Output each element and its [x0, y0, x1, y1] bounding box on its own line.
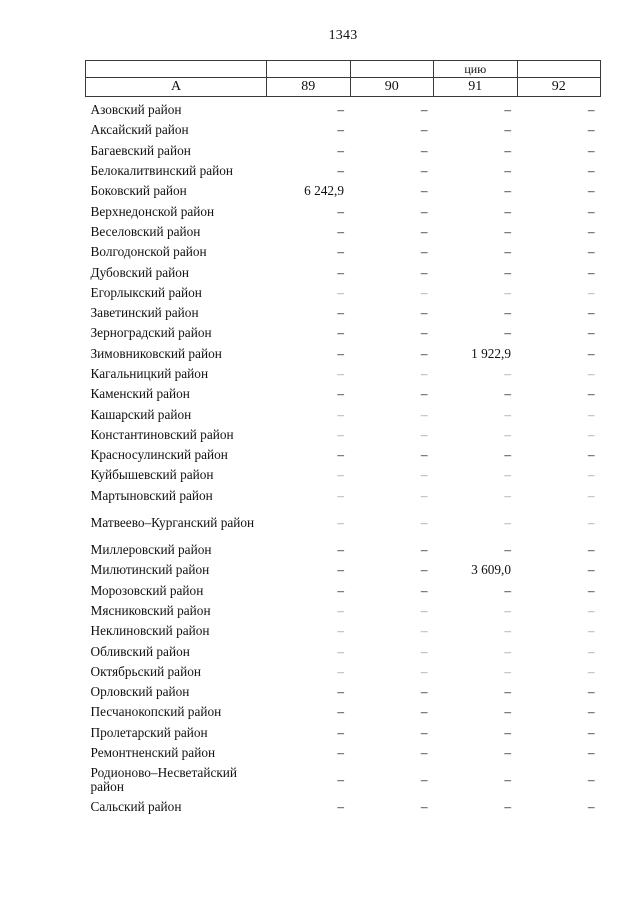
- value-cell-col-90: –: [420, 406, 428, 422]
- value-cell-col-92: –: [587, 447, 595, 463]
- district-name-cell: Константиновский район: [90, 426, 234, 442]
- value-cell-col-91: –: [504, 142, 511, 158]
- district-name-cell: Орловский район: [90, 684, 190, 700]
- value-cell-col-92: –: [587, 623, 595, 639]
- value-cell-col-92: –: [587, 799, 595, 815]
- value-cell-col-91: –: [504, 183, 511, 199]
- data-table-container: [85, 60, 600, 818]
- value-cell-col-91: 1 922,9: [471, 345, 511, 361]
- value-cell-col-90: –: [420, 386, 428, 402]
- value-cell-col-89: –: [337, 623, 344, 639]
- table-row: [86, 303, 601, 323]
- district-name-cell: Матвеево–Курганский район: [90, 514, 255, 530]
- header-top-cell-4: [517, 61, 601, 78]
- value-cell-col-92: –: [587, 264, 595, 280]
- table-row: [86, 425, 601, 445]
- table-row: [86, 601, 601, 621]
- table-row: [86, 283, 601, 303]
- value-cell-col-89: –: [337, 264, 344, 280]
- value-cell-col-92: –: [587, 772, 595, 788]
- value-cell-col-91: –: [504, 772, 511, 788]
- table-row: [86, 743, 601, 763]
- table-row: [86, 723, 601, 743]
- header-row-top: [86, 61, 601, 78]
- value-cell-col-90: –: [420, 264, 428, 280]
- table-row: [86, 641, 601, 661]
- value-cell-col-90: –: [420, 643, 428, 659]
- value-cell-col-91: –: [504, 223, 511, 239]
- value-cell-col-92: –: [587, 203, 595, 219]
- table-row: [86, 581, 601, 601]
- district-name-cell: Аксайский район: [90, 122, 189, 138]
- value-cell-col-91: –: [504, 663, 511, 679]
- header-code-91: 91: [434, 78, 518, 97]
- district-name-cell: Пролетарский район: [90, 724, 208, 740]
- district-name-cell: Боковский район: [90, 183, 187, 199]
- value-cell-col-91: –: [504, 447, 511, 463]
- value-cell-col-92: –: [587, 426, 595, 442]
- value-cell-col-90: –: [420, 467, 428, 483]
- value-cell-col-92: –: [587, 562, 595, 578]
- value-cell-col-91: –: [504, 305, 511, 321]
- value-cell-col-92: –: [587, 684, 595, 700]
- value-cell-col-89: –: [337, 772, 344, 788]
- value-cell-col-90: –: [420, 305, 428, 321]
- table-body: [86, 97, 601, 818]
- table-row: [86, 120, 601, 140]
- table-row: [86, 445, 601, 465]
- value-cell-col-91: –: [504, 284, 511, 300]
- value-cell-col-91: –: [504, 542, 511, 558]
- value-cell-col-92: –: [587, 122, 595, 138]
- value-cell-col-91: –: [504, 386, 511, 402]
- header-top-cell-3: цию: [434, 61, 518, 78]
- district-name-cell: Милютинский район: [90, 562, 210, 578]
- value-cell-col-91: –: [504, 366, 511, 381]
- value-cell-col-89: –: [337, 799, 344, 815]
- value-cell-col-89: –: [337, 305, 344, 321]
- district-name-cell: Зерноградский район: [90, 325, 212, 341]
- value-cell-col-90: –: [420, 542, 428, 558]
- value-cell-col-90: –: [420, 663, 428, 679]
- district-name-cell: Обливский район: [90, 643, 190, 659]
- header-top-cell-2: [350, 61, 434, 78]
- value-cell-col-90: –: [420, 582, 428, 598]
- page-number: 1343: [328, 28, 358, 43]
- value-cell-col-90: –: [420, 163, 428, 179]
- district-name-cell: Белокалитвинский район: [90, 163, 234, 179]
- value-cell-col-89: –: [337, 447, 344, 463]
- table-row: [86, 242, 601, 262]
- district-data-table: [85, 60, 601, 818]
- district-name-cell: Егорлыкский район: [90, 284, 202, 300]
- value-cell-col-90: –: [420, 284, 428, 300]
- value-cell-col-92: –: [587, 467, 595, 483]
- value-cell-col-92: –: [587, 142, 595, 158]
- header-code-90: 90: [350, 78, 434, 97]
- table-row: [86, 540, 601, 560]
- table-row: [86, 682, 601, 702]
- value-cell-col-92: –: [587, 163, 595, 179]
- value-cell-col-90: –: [420, 183, 428, 199]
- value-cell-col-92: –: [587, 514, 595, 530]
- value-cell-col-92: –: [587, 305, 595, 321]
- value-cell-col-90: –: [420, 244, 428, 260]
- value-cell-col-89: –: [337, 284, 344, 300]
- value-cell-col-89: –: [337, 122, 344, 138]
- header-top-cell-1: [267, 61, 351, 78]
- value-cell-col-92: –: [587, 602, 595, 618]
- value-cell-col-89: –: [337, 244, 344, 260]
- table-row: [86, 506, 601, 540]
- value-cell-col-90: –: [420, 325, 428, 341]
- value-cell-col-92: –: [587, 487, 595, 503]
- value-cell-col-91: –: [504, 325, 511, 341]
- value-cell-col-92: –: [587, 102, 595, 118]
- table-row: [86, 797, 601, 817]
- value-cell-col-90: –: [420, 704, 428, 720]
- district-name-cell: Азовский район: [90, 102, 182, 118]
- value-cell-col-89: –: [337, 386, 344, 402]
- value-cell-col-89: –: [337, 663, 344, 679]
- value-cell-col-89: –: [337, 325, 344, 341]
- value-cell-col-92: –: [587, 724, 595, 740]
- district-name-cell: Верхнедонской район: [90, 203, 215, 219]
- value-cell-col-89: –: [337, 745, 344, 761]
- district-name-cell: Зимовниковский район: [90, 345, 222, 361]
- table-row: [86, 621, 601, 641]
- header-row-codes: [86, 78, 601, 97]
- district-name-cell: Песчанокопский район: [90, 704, 222, 720]
- value-cell-col-92: –: [587, 183, 595, 199]
- value-cell-col-90: –: [420, 745, 428, 761]
- value-cell-col-90: –: [420, 602, 428, 618]
- value-cell-col-91: 3 609,0: [471, 562, 511, 578]
- value-cell-col-91: –: [504, 799, 511, 815]
- value-cell-col-92: –: [587, 663, 595, 679]
- value-cell-col-89: –: [337, 142, 344, 158]
- table-row: [86, 763, 601, 797]
- value-cell-col-92: –: [587, 745, 595, 761]
- value-cell-col-89: 6 242,9: [304, 183, 344, 199]
- district-name-cell: Мартыновский район: [90, 487, 213, 503]
- district-name-cell: Куйбышевский район: [90, 467, 214, 483]
- value-cell-col-89: –: [337, 223, 344, 239]
- value-cell-col-91: –: [504, 163, 511, 179]
- value-cell-col-90: –: [420, 772, 428, 788]
- value-cell-col-90: –: [420, 447, 428, 463]
- value-cell-col-92: –: [587, 704, 595, 720]
- table-row: [86, 344, 601, 364]
- value-cell-col-91: –: [504, 122, 511, 138]
- value-cell-col-89: –: [337, 602, 344, 618]
- value-cell-col-89: –: [337, 467, 344, 483]
- district-name-cell: Кашарский район: [90, 406, 192, 422]
- value-cell-col-92: –: [587, 284, 595, 300]
- table-row: [86, 201, 601, 221]
- table-row: [86, 222, 601, 242]
- value-cell-col-89: –: [337, 487, 344, 503]
- table-row: [86, 486, 601, 506]
- value-cell-col-90: –: [420, 345, 428, 361]
- value-cell-col-89: –: [337, 542, 344, 558]
- value-cell-col-91: –: [504, 487, 511, 503]
- value-cell-col-91: –: [504, 467, 511, 483]
- district-name-cell: Морозовский район: [90, 582, 204, 598]
- value-cell-col-92: –: [587, 406, 595, 422]
- header-top-cell-0: [86, 61, 267, 78]
- table-row: [86, 181, 601, 201]
- value-cell-col-90: –: [420, 366, 428, 381]
- value-cell-col-91: –: [504, 623, 511, 639]
- value-cell-col-89: –: [337, 426, 344, 442]
- table-row: [86, 161, 601, 181]
- value-cell-col-90: –: [420, 799, 428, 815]
- value-cell-col-90: –: [420, 724, 428, 740]
- table-row: [86, 323, 601, 343]
- value-cell-col-89: –: [337, 406, 344, 422]
- value-cell-col-92: –: [587, 244, 595, 260]
- value-cell-col-89: –: [337, 203, 344, 219]
- value-cell-col-89: –: [337, 684, 344, 700]
- value-cell-col-91: –: [504, 102, 511, 118]
- value-cell-col-91: –: [504, 244, 511, 260]
- value-cell-col-91: –: [504, 684, 511, 700]
- district-name-cell: Дубовский район: [90, 264, 190, 280]
- value-cell-col-91: –: [504, 745, 511, 761]
- district-name-cell: Октябрьский район: [90, 663, 201, 679]
- district-name-cell: Каменский район: [90, 386, 190, 402]
- value-cell-col-90: –: [420, 223, 428, 239]
- table-row: [86, 141, 601, 161]
- value-cell-col-92: –: [587, 325, 595, 341]
- value-cell-col-91: –: [504, 406, 511, 422]
- district-name-cell: Кагальницкий район: [90, 366, 209, 381]
- value-cell-col-91: –: [504, 582, 511, 598]
- value-cell-col-89: –: [337, 643, 344, 659]
- value-cell-col-92: –: [587, 643, 595, 659]
- value-cell-col-91: –: [504, 643, 511, 659]
- value-cell-col-90: –: [420, 487, 428, 503]
- value-cell-col-91: –: [504, 602, 511, 618]
- table-row: [86, 384, 601, 404]
- header-code-92: 92: [517, 78, 601, 97]
- table-row: [86, 560, 601, 580]
- value-cell-col-92: –: [587, 345, 595, 361]
- district-name-cell: Веселовский район: [90, 223, 201, 239]
- table-row: [86, 662, 601, 682]
- value-cell-col-92: –: [587, 386, 595, 402]
- table-row: [86, 262, 601, 282]
- table-row: [86, 404, 601, 424]
- district-name-cell: Ремонтненский район: [90, 745, 216, 761]
- value-cell-col-89: –: [337, 582, 344, 598]
- value-cell-col-89: –: [337, 562, 344, 578]
- value-cell-col-89: –: [337, 514, 344, 530]
- value-cell-col-91: –: [504, 426, 511, 442]
- value-cell-col-90: –: [420, 102, 428, 118]
- district-name-cell: Красносулинский район: [90, 447, 228, 463]
- district-name-cell: Мясниковский район: [90, 602, 211, 618]
- value-cell-col-89: –: [337, 724, 344, 740]
- table-header: [86, 61, 601, 97]
- table-row: [86, 97, 601, 121]
- district-name-cell: Багаевский район: [90, 142, 191, 158]
- value-cell-col-90: –: [420, 142, 428, 158]
- header-code-89: 89: [267, 78, 351, 97]
- district-name-cell: Родионово–Несветайский район: [90, 765, 238, 795]
- district-name-cell: Волгодонской район: [90, 244, 207, 260]
- district-name-cell: Неклиновский район: [90, 623, 210, 639]
- value-cell-col-89: –: [337, 366, 344, 381]
- table-row: [86, 702, 601, 722]
- value-cell-col-92: –: [587, 366, 595, 381]
- value-cell-col-91: –: [504, 704, 511, 720]
- value-cell-col-90: –: [420, 562, 428, 578]
- value-cell-col-92: –: [587, 542, 595, 558]
- value-cell-col-91: –: [504, 514, 511, 530]
- table-row: [86, 364, 601, 384]
- value-cell-col-90: –: [420, 684, 428, 700]
- district-name-cell: Миллеровский район: [90, 542, 212, 558]
- value-cell-col-92: –: [587, 582, 595, 598]
- value-cell-col-90: –: [420, 514, 428, 530]
- value-cell-col-89: –: [337, 102, 344, 118]
- value-cell-col-89: –: [337, 345, 344, 361]
- district-name-cell: Сальский район: [90, 799, 182, 815]
- value-cell-col-91: –: [504, 724, 511, 740]
- table-row: [86, 465, 601, 485]
- value-cell-col-92: –: [587, 223, 595, 239]
- value-cell-col-90: –: [420, 426, 428, 442]
- value-cell-col-90: –: [420, 623, 428, 639]
- value-cell-col-90: –: [420, 203, 428, 219]
- value-cell-col-89: –: [337, 704, 344, 720]
- value-cell-col-89: –: [337, 163, 344, 179]
- value-cell-col-91: –: [504, 203, 511, 219]
- header-code-a: А: [86, 78, 267, 97]
- value-cell-col-90: –: [420, 122, 428, 138]
- district-name-cell: Заветинский район: [90, 305, 199, 321]
- value-cell-col-91: –: [504, 264, 511, 280]
